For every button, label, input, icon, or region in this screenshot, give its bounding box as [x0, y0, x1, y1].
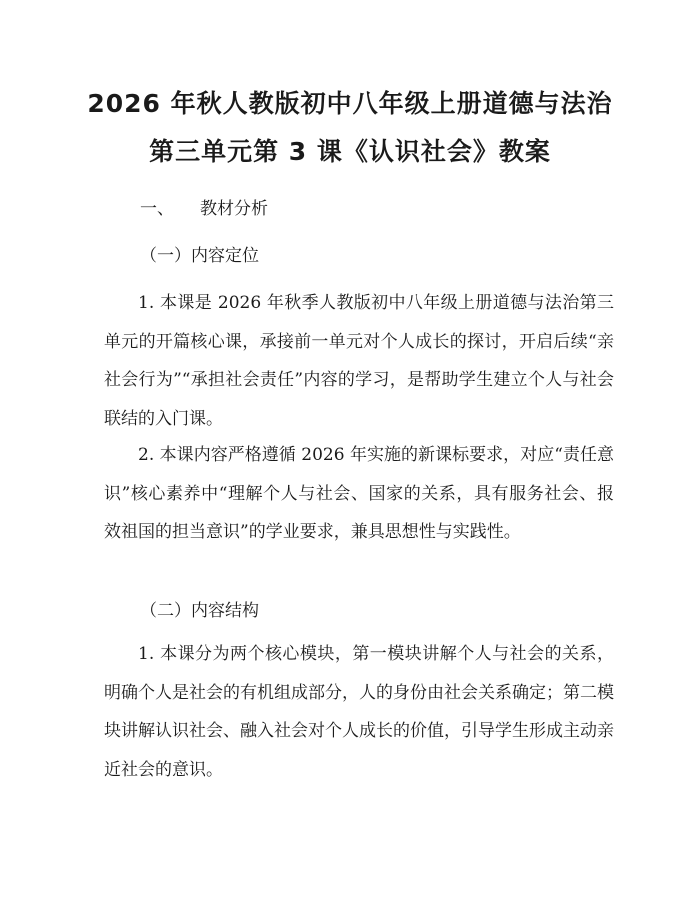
section-number: 一、: [140, 199, 174, 219]
subsection-heading-content-structure: （二）内容结构: [140, 601, 259, 621]
paragraph-positioning-2: 2. 本课内容严格遵循 2026 年实施的新课标要求，对应“责任意识”核心素养中“理解个人与社会、国家的关系，具有服务社会、报效祖国的担当意识”的学业要求，兼具思想性与实践性。: [104, 445, 614, 542]
document-title-line-1: 2026 年秋人教版初中八年级上册道德与法治: [87, 89, 613, 118]
document-title-line-2: 第三单元第 3 课《认识社会》教案: [149, 137, 551, 166]
section-heading-teaching-material-analysis: [140, 194, 268, 219]
subsection-heading-content-positioning: （一）内容定位: [140, 246, 259, 266]
paragraph-structure-1: 1. 本课分为两个核心模块，第一模块讲解个人与社会的关系，明确个人是社会的有机组成部分，人的身份由社会关系确定；第二模块讲解认识社会、融入社会对个人成长的价值，引导学生形成主动亲近社会的意识。: [104, 644, 614, 780]
paragraph-positioning-1: 1. 本课是 2026 年秋季人教版初中八年级上册道德与法治第三单元的开篇核心课，承接前一单元对个人成长的探讨，开启后续“亲社会行为”“承担社会责任”内容的学习，是帮助学生建立个人与社会联结的入门课。: [104, 293, 614, 429]
section-label: 教材分析: [200, 199, 268, 219]
